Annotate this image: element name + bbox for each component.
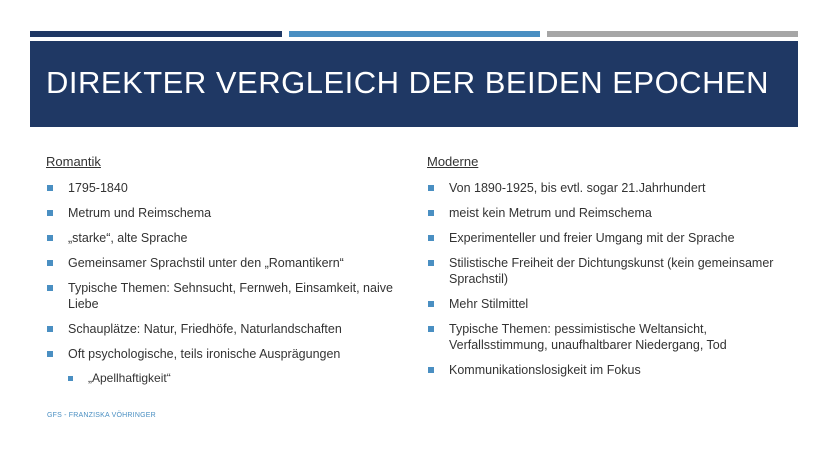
square-bullet-icon [47,235,53,241]
decorative-bar-blue [289,31,540,37]
slide-title: DIREKTER VERGLEICH DER BEIDEN EPOCHEN [46,65,770,100]
square-bullet-icon [47,210,53,216]
list-item: Experimenteller und freier Umgang mit der Sprache [427,230,787,246]
square-bullet-icon [47,285,53,291]
square-bullet-icon [47,326,53,332]
list-item: Kommunikationslosigkeit im Fokus [427,362,787,378]
list-item: Schauplätze: Natur, Friedhöfe, Naturlandschaften [46,321,406,337]
sub-list-item: „Apellhaftigkeit“ [46,371,406,386]
square-bullet-icon [428,367,434,373]
romantik-list [46,180,406,362]
square-bullet-icon [68,376,73,381]
list-item: Stilistische Freiheit der Dichtungskunst (kein gemeinsamer Sprachstil) [427,255,787,287]
square-bullet-icon [428,210,434,216]
square-bullet-icon [428,260,434,266]
list-item: meist kein Metrum und Reimschema [427,205,787,221]
square-bullet-icon [428,185,434,191]
square-bullet-icon [428,301,434,307]
list-item: Von 1890-1925, bis evtl. sogar 21.Jahrhundert [427,180,787,196]
moderne-list [427,180,787,378]
moderne-column [427,154,787,387]
list-item: Oft psychologische, teils ironische Ausprägungen [46,346,406,362]
square-bullet-icon [47,185,53,191]
romantik-column [46,154,406,386]
list-item: Typische Themen: Sehnsucht, Fernweh, Einsamkeit, naive Liebe [46,280,406,312]
romantik-heading: Romantik [46,154,101,169]
square-bullet-icon [428,326,434,332]
square-bullet-icon [428,235,434,241]
list-item: Metrum und Reimschema [46,205,406,221]
moderne-heading: Moderne [427,154,479,169]
list-item: 1795-1840 [46,180,406,196]
decorative-bar-gray [547,31,798,37]
decorative-bar-dark [30,31,282,37]
square-bullet-icon [47,351,53,357]
list-item: Typische Themen: pessimistische Weltansicht, Verfallsstimmung, unaufhaltbarer Niedergang, Tod [427,321,787,353]
square-bullet-icon [47,260,53,266]
title-band [30,41,798,127]
slide-footer: GFS - FRANZISKA VÖHRINGER [47,412,156,419]
romantik-sublist [46,371,406,386]
list-item: „starke“, alte Sprache [46,230,406,246]
list-item: Gemeinsamer Sprachstil unter den „Romantikern“ [46,255,406,271]
list-item: Mehr Stilmittel [427,296,787,312]
